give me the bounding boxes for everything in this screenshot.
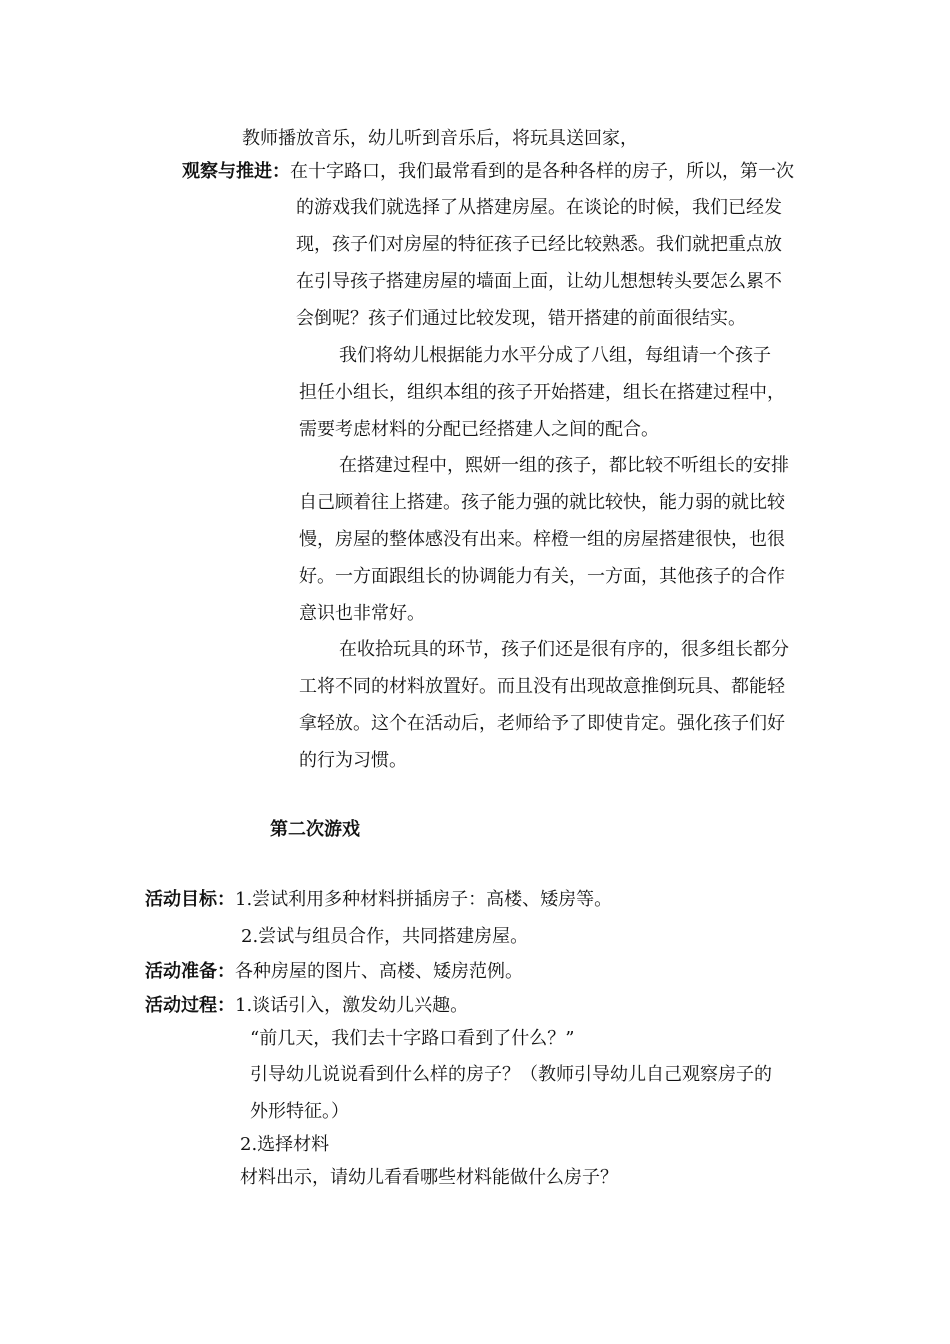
observation-p1-line: 在十字路口，我们最常看到的是各种各样的房子，所以，第一次 [290,161,794,182]
goal-item: 2.尝试与组员合作，共同搭建房屋。 [241,926,529,947]
observation-p1-line: 的游戏我们就选择了从搭建房屋。在谈论的时候，我们已经发 [296,197,782,218]
prep-line [145,960,523,984]
observation-p2-line: 需要考虑材料的分配已经搭建人之间的配合。 [299,419,659,440]
observation-p1-line: 在引导孩子搭建房屋的墙面上面，让幼儿想想转头要怎么累不 [296,271,782,292]
observation-p4-line: 的行为习惯。 [299,750,407,771]
process-guide-line: 外形特征。） [250,1101,349,1122]
intro-line: 教师播放音乐，幼儿听到音乐后，将玩具送回家， [242,128,638,149]
section-title: 第二次游戏 [270,819,360,840]
process-step-2: 2.选择材料 [240,1134,330,1155]
process-line [145,994,468,1018]
observation-first-line [182,160,794,184]
process-materials: 材料出示，请幼儿看看哪些材料能做什么房子？ [240,1167,618,1188]
goals-label: 活动目标： [145,889,235,910]
process-quote: “前几天，我们去十字路口看到了什么？” [250,1028,575,1049]
observation-label: 观察与推进： [182,161,290,182]
goals-line [145,888,612,912]
observation-p2-line: 担任小组长，组织本组的孩子开始搭建，组长在搭建过程中， [299,382,785,403]
goal-item: 1.尝试利用多种材料拼插房子：高楼、矮房等。 [235,889,613,910]
observation-p3-line: 在搭建过程中，熙妍一组的孩子，都比较不听组长的安排 [339,455,789,476]
observation-p3-line: 自己顾着往上搭建。孩子能力强的就比较快，能力弱的就比较 [299,492,785,513]
observation-p2-line: 我们将幼儿根据能力水平分成了八组，每组请一个孩子 [339,345,771,366]
prep-label: 活动准备： [145,961,235,982]
observation-p3-line: 慢，房屋的整体感没有出来。梓橙一组的房屋搭建很快，也很 [299,529,785,550]
observation-p4-line: 工将不同的材料放置好。而且没有出现故意推倒玩具、都能轻 [299,676,785,697]
observation-p4-line: 在收拾玩具的环节，孩子们还是很有序的，很多组长都分 [339,639,789,660]
observation-p3-line: 好。一方面跟组长的协调能力有关，一方面，其他孩子的合作 [299,566,785,587]
prep-text: 各种房屋的图片、高楼、矮房范例。 [235,961,523,982]
process-label: 活动过程： [145,995,235,1016]
observation-p1-line: 会倒呢？孩子们通过比较发现，错开搭建的前面很结实。 [296,308,746,329]
observation-p3-line: 意识也非常好。 [299,603,425,624]
observation-p1-line: 现，孩子们对房屋的特征孩子已经比较熟悉。我们就把重点放 [296,234,782,255]
observation-p4-line: 拿轻放。这个在活动后，老师给予了即使肯定。强化孩子们好 [299,713,785,734]
process-step-1: 1.谈话引入，激发幼儿兴趣。 [235,995,469,1016]
process-guide-line: 引导幼儿说说看到什么样的房子？（教师引导幼儿自己观察房子的 [250,1064,772,1085]
